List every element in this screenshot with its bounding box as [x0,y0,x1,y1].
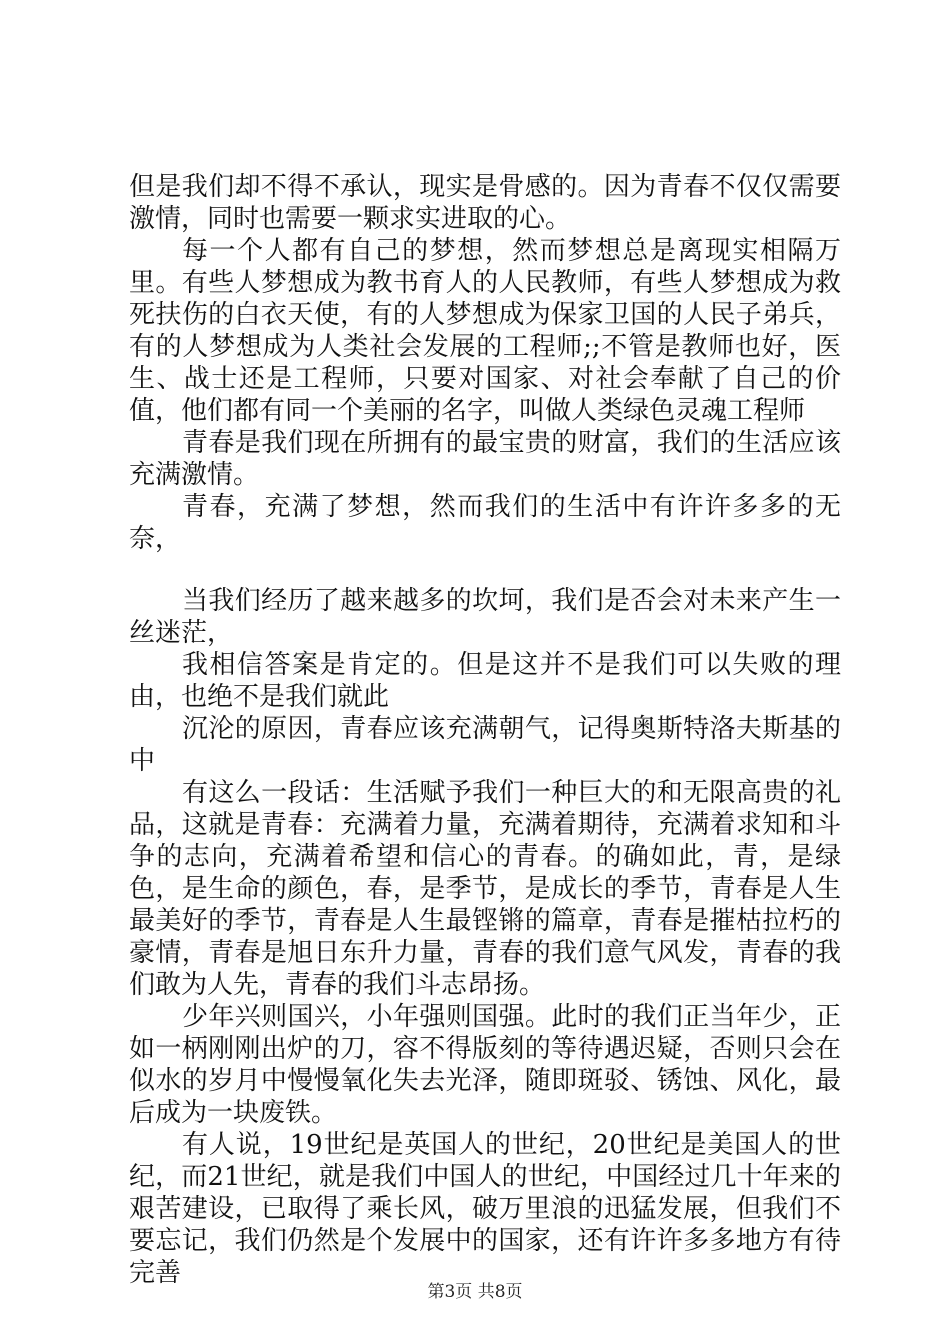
paragraph-3: 青春是我们现在所拥有的最宝贵的财富，我们的生活应该充满激情。 [129,428,841,490]
paragraph-10: 有人说，19世纪是英国人的世纪，20世纪是美国人的世纪，而21世纪，就是我们中国人的世纪，中国经过几十年来的艰苦建设，已取得了乘长风，破万里浪的迅猛发展，但我们不要忘记，我们仍然是个发展中的国家，还有许许多多地方有待完善 [129,1130,841,1288]
paragraph-7: 沉沦的原因，青春应该充满朝气，记得奥斯特洛夫斯基的中 [129,714,841,776]
paragraph-9: 少年兴则国兴，小年强则国强。此时的我们正当年少，正如一柄刚刚出炉的刀，容不得版刻的等待遇迟疑，否则只会在似水的岁月中慢慢氧化失去光泽，随即斑驳、锈蚀、风化，最后成为一块废铁。 [129,1002,841,1128]
paragraph-1: 但是我们却不得不承认，现实是骨感的。因为青春不仅仅需要激情，同时也需要一颗求实进取的心。 [129,172,841,234]
paragraph-4: 青春，充满了梦想，然而我们的生活中有许许多多的无奈， [129,492,841,554]
page-number-footer: 第3页 共8页 [427,1282,523,1302]
document-body [129,171,841,1289]
paragraph-6: 我相信答案是肯定的。但是这并不是我们可以失败的理由，也绝不是我们就此 [129,650,841,712]
paragraph-5: 当我们经历了越来越多的坎坷，我们是否会对未来产生一丝迷茫， [129,586,841,648]
paragraph-2: 每一个人都有自己的梦想，然而梦想总是离现实相隔万里。有些人梦想成为教书育人的人民教师，有些人梦想成为救死扶伤的白衣天使，有的人梦想成为保家卫国的人民子弟兵，有的人梦想成为人类社会发展的工程师;;不管是教师也好，医生、战士还是工程师，只要对国家、对社会奉献了自己的价值，他们都有同一个美丽的名字，叫做人类绿色灵魂工程师 [129,236,841,426]
paragraph-8: 有这么一段话：生活赋予我们一种巨大的和无限高贵的礼品，这就是青春：充满着力量，充满着期待，充满着求知和斗争的志向，充满着希望和信心的青春。的确如此，青，是绿色，是生命的颜色，春，是季节，是成长的季节，青春是人生最美好的季节，青春是人生最铿锵的篇章，青春是摧枯拉朽的豪情，青春是旭日东升力量，青春的我们意气风发，青春的我们敢为人先，青春的我们斗志昂扬。 [129,778,841,1000]
